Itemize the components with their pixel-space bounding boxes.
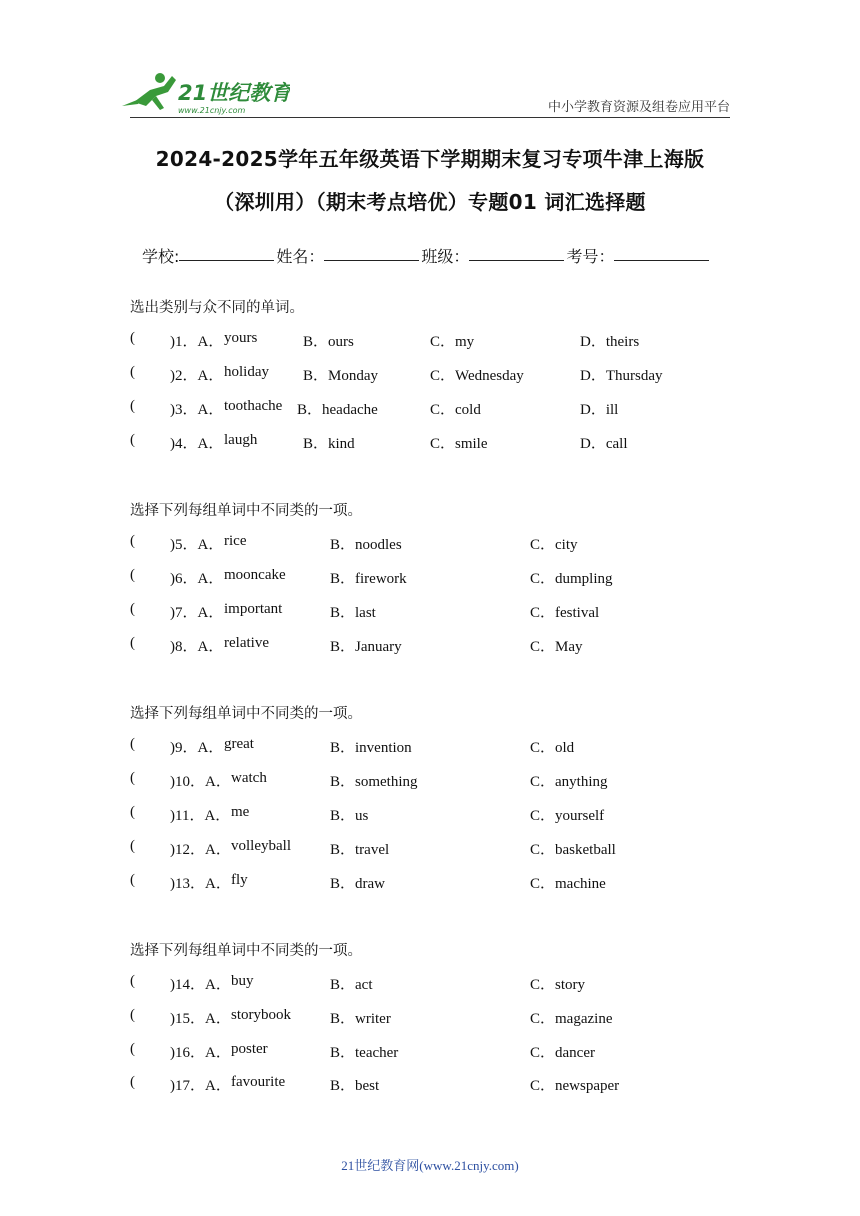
section-instruction: 选出类别与众不同的单词。 (130, 300, 304, 316)
answer-paren[interactable]: ( (130, 1007, 135, 1023)
site-logo (120, 68, 290, 118)
option-d: D．Thursday (580, 368, 663, 384)
question-row (130, 1007, 770, 1029)
option-d: D．call (580, 436, 628, 452)
option-b: B．something (330, 774, 418, 790)
question-row (130, 736, 770, 758)
option-b: B．writer (330, 1011, 391, 1027)
question-number: )3．A． (170, 402, 224, 418)
option-b: B．noodles (330, 537, 402, 553)
option-a: mooncake (224, 567, 286, 583)
option-d: D．theirs (580, 334, 640, 350)
option-b: B．us (330, 808, 369, 824)
option-c: C．anything (530, 774, 608, 790)
option-a: yours (224, 330, 258, 346)
option-a: buy (231, 973, 254, 989)
option-a: storybook (231, 1007, 291, 1023)
header-divider (130, 117, 730, 118)
option-b: B．act (330, 977, 373, 993)
question-number: )16．A． (170, 1045, 231, 1061)
option-c: C．cold (430, 402, 481, 418)
option-c: C．newspaper (530, 1078, 620, 1094)
answer-paren[interactable]: ( (130, 736, 135, 752)
question-number: )15．A． (170, 1011, 231, 1027)
option-a: laugh (224, 432, 258, 448)
question-number: )7．A． (170, 605, 224, 621)
answer-paren[interactable]: ( (130, 398, 135, 414)
question-row (130, 804, 770, 826)
logo-text: 21世纪教育 (178, 81, 290, 105)
answer-paren[interactable]: ( (130, 973, 135, 989)
option-a: toothache (224, 398, 283, 414)
option-a: rice (224, 533, 247, 549)
student-info (142, 244, 711, 267)
option-a: volleyball (231, 838, 291, 854)
option-c: C．story (530, 977, 586, 993)
answer-paren[interactable]: ( (130, 872, 135, 888)
page-title-line1: 2024-2025学年五年级英语下学期期末复习专项牛津上海版 (155, 147, 705, 171)
answer-paren[interactable]: ( (130, 770, 135, 786)
option-a: holiday (224, 364, 269, 380)
option-b: B．invention (330, 740, 412, 756)
question-number: )13．A． (170, 876, 231, 892)
option-c: C．old (530, 740, 575, 756)
answer-paren[interactable]: ( (130, 533, 135, 549)
option-b: B．headache (297, 402, 378, 418)
option-b: B．Monday (303, 368, 379, 384)
question-row (130, 872, 770, 894)
question-row (130, 330, 770, 352)
option-a: relative (224, 635, 269, 651)
answer-paren[interactable]: ( (130, 364, 135, 380)
runner-icon (122, 73, 176, 110)
page-title-line2: （深圳用）（期末考点培优）专题01 词汇选择题 (214, 190, 646, 214)
question-row (130, 533, 770, 555)
question-number: )1．A． (170, 334, 224, 350)
info-label-name: 姓名： (276, 247, 325, 266)
option-c: C．dancer (530, 1045, 595, 1061)
answer-paren[interactable]: ( (130, 432, 135, 448)
option-c: C．my (430, 334, 475, 350)
info-label-exam-no: 考号： (566, 247, 615, 266)
option-b: B．teacher (330, 1045, 399, 1061)
option-c: C．smile (430, 436, 488, 452)
option-c: C．machine (530, 876, 606, 892)
question-row (130, 635, 770, 657)
option-a: poster (231, 1041, 268, 1057)
option-a: great (224, 736, 254, 752)
question-number: )17．A． (170, 1078, 231, 1094)
option-b: B．last (330, 605, 376, 621)
section-instruction: 选择下列每组单词中不同类的一项。 (130, 943, 362, 959)
section-instruction: 选择下列每组单词中不同类的一项。 (130, 706, 362, 722)
option-a: me (231, 804, 250, 820)
question-row (130, 398, 770, 420)
option-b: B．January (330, 639, 402, 655)
name-blank[interactable] (324, 244, 419, 261)
answer-paren[interactable]: ( (130, 601, 135, 617)
question-row (130, 973, 770, 995)
option-a: favourite (231, 1074, 286, 1090)
option-d: D．ill (580, 402, 619, 418)
logo-url: www.21cnjy.com (178, 106, 246, 115)
answer-paren[interactable]: ( (130, 330, 135, 346)
option-c: C．dumpling (530, 571, 613, 587)
info-label-class: 班级： (421, 247, 470, 266)
question-row (130, 1074, 770, 1096)
answer-paren[interactable]: ( (130, 1074, 135, 1090)
option-c: C．May (530, 639, 583, 655)
question-row (130, 770, 770, 792)
question-number: )10．A． (170, 774, 231, 790)
option-c: C．yourself (530, 808, 605, 824)
question-row (130, 364, 770, 386)
question-row (130, 567, 770, 589)
option-a: fly (231, 872, 248, 888)
platform-name: 中小学教育资源及组卷应用平台 (547, 100, 730, 115)
option-b: B．draw (330, 876, 385, 892)
question-number: )6．A． (170, 571, 224, 587)
info-label-school: 学校: (142, 247, 180, 266)
question-number: )4．A． (170, 436, 224, 452)
answer-paren[interactable]: ( (130, 1041, 135, 1057)
option-c: C．city (530, 537, 578, 553)
option-b: B．ours (303, 334, 354, 350)
option-a: important (224, 601, 283, 617)
option-b: B．firework (330, 571, 407, 587)
option-b: B．kind (303, 436, 355, 452)
question-row (130, 601, 770, 623)
question-row (130, 838, 770, 860)
question-number: )12．A． (170, 842, 231, 858)
section-instruction: 选择下列每组单词中不同类的一项。 (130, 503, 362, 519)
option-b: B．travel (330, 842, 390, 858)
footer-link[interactable]: 21世纪教育网(www.21cnjy.com) (341, 1158, 519, 1173)
option-c: C．Wednesday (430, 368, 524, 384)
option-c: C．festival (530, 605, 600, 621)
school-blank[interactable] (179, 244, 274, 261)
answer-paren[interactable]: ( (130, 567, 135, 583)
question-number: )8．A． (170, 639, 224, 655)
question-row (130, 432, 770, 454)
question-number: )9．A． (170, 740, 224, 756)
question-number: )14．A． (170, 977, 231, 993)
class-blank[interactable] (469, 244, 564, 261)
answer-paren[interactable]: ( (130, 804, 135, 820)
answer-paren[interactable]: ( (130, 635, 135, 651)
question-number: )11．A． (170, 808, 231, 824)
option-a: watch (231, 770, 267, 786)
question-number: )2．A． (170, 368, 224, 384)
answer-paren[interactable]: ( (130, 838, 135, 854)
option-c: C．magazine (530, 1011, 613, 1027)
exam-no-blank[interactable] (614, 244, 709, 261)
question-row (130, 1041, 770, 1063)
option-c: C．basketball (530, 842, 616, 858)
question-number: )5．A． (170, 537, 224, 553)
option-b: B．best (330, 1078, 380, 1094)
